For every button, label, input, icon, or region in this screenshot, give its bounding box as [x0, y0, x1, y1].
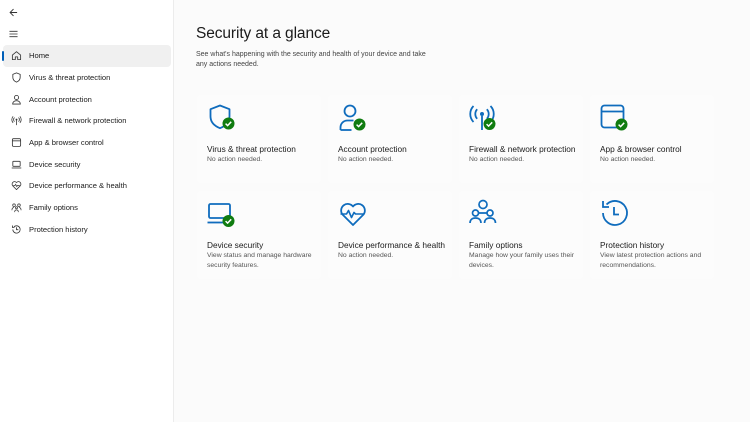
card-status-text: Manage how your family uses their devices. — [469, 251, 575, 269]
sidebar-item-label: Family options — [29, 203, 78, 213]
card-title: Firewall & network protection — [469, 144, 576, 154]
app-window-icon — [11, 137, 22, 148]
card-account-protection[interactable] — [328, 95, 452, 183]
sidebar-item-family[interactable] — [3, 197, 171, 219]
family-icon — [469, 199, 499, 229]
person-icon — [338, 103, 368, 133]
shield-icon — [11, 72, 22, 83]
card-title: Protection history — [600, 240, 665, 250]
check-badge-icon — [223, 215, 235, 227]
card-virus-threat[interactable] — [197, 95, 321, 183]
sidebar-item-account[interactable] — [3, 88, 171, 110]
card-device-security[interactable] — [197, 191, 321, 279]
card-status-text: No action needed. — [600, 155, 656, 163]
card-title: App & browser control — [600, 144, 682, 154]
card-status-text: View latest protection actions and recommendations. — [600, 251, 702, 269]
sidebar-item-label: Device performance & health — [29, 181, 127, 191]
card-status-text: No action needed. — [469, 155, 525, 163]
sidebar-item-firewall[interactable] — [3, 110, 171, 132]
card-status-text: No action needed. — [207, 155, 263, 163]
sidebar-item-label: Firewall & network protection — [29, 116, 127, 126]
hamburger-menu-icon[interactable] — [6, 27, 20, 41]
check-badge-icon — [484, 118, 496, 130]
card-title: Account protection — [338, 144, 407, 154]
sidebar-item-label: Account protection — [29, 94, 92, 104]
antenna-icon — [11, 115, 22, 126]
heart-pulse-icon — [11, 180, 22, 191]
shield-icon — [207, 103, 237, 133]
page-title: Security at a glance — [196, 25, 331, 42]
card-title: Virus & threat protection — [207, 144, 296, 154]
card-title: Family options — [469, 240, 523, 250]
sidebar-item-device-security[interactable] — [3, 153, 171, 175]
history-icon — [11, 224, 22, 235]
page-subtitle: See what's happening with the security and health of your device and take any actions needed. — [196, 51, 426, 68]
sidebar-item-protection-history[interactable] — [3, 219, 171, 241]
card-firewall-network[interactable] — [459, 95, 583, 183]
check-badge-icon — [616, 119, 628, 131]
sidebar-item-label: App & browser control — [29, 138, 104, 148]
sidebar-item-label: Virus & threat protection — [29, 73, 111, 83]
family-icon — [11, 202, 22, 213]
card-title: Device performance & health — [338, 240, 445, 250]
sidebar-item-label: Protection history — [29, 224, 88, 234]
check-badge-icon — [223, 118, 235, 130]
card-app-browser[interactable] — [590, 95, 714, 183]
history-icon — [600, 199, 630, 229]
check-badge-icon — [354, 119, 366, 131]
card-protection-history[interactable] — [590, 191, 714, 279]
card-status-text: View status and manage hardware security features. — [207, 251, 312, 269]
app-window-icon — [600, 103, 630, 133]
sidebar-item-home[interactable] — [3, 45, 171, 67]
sidebar-nav — [0, 45, 174, 240]
laptop-icon — [207, 199, 237, 229]
person-icon — [11, 94, 22, 105]
card-status-text: No action needed. — [338, 251, 394, 259]
sidebar-item-device-performance[interactable] — [3, 175, 171, 197]
card-status-text: No action needed. — [338, 155, 394, 163]
card-title: Device security — [207, 240, 264, 250]
sidebar-item-label: Home — [29, 51, 50, 61]
sidebar-item-virus-threat[interactable] — [3, 67, 171, 89]
heart-pulse-icon — [338, 199, 368, 229]
antenna-icon — [469, 103, 499, 133]
sidebar-item-label: Device security — [29, 159, 81, 169]
back-arrow-icon[interactable] — [6, 5, 20, 19]
card-device-performance[interactable] — [328, 191, 452, 279]
laptop-icon — [11, 159, 22, 170]
main-content — [175, 0, 750, 422]
sidebar-item-app-browser[interactable] — [3, 132, 171, 154]
sidebar — [0, 0, 174, 422]
card-family-options[interactable] — [459, 191, 583, 279]
home-icon — [11, 50, 22, 61]
